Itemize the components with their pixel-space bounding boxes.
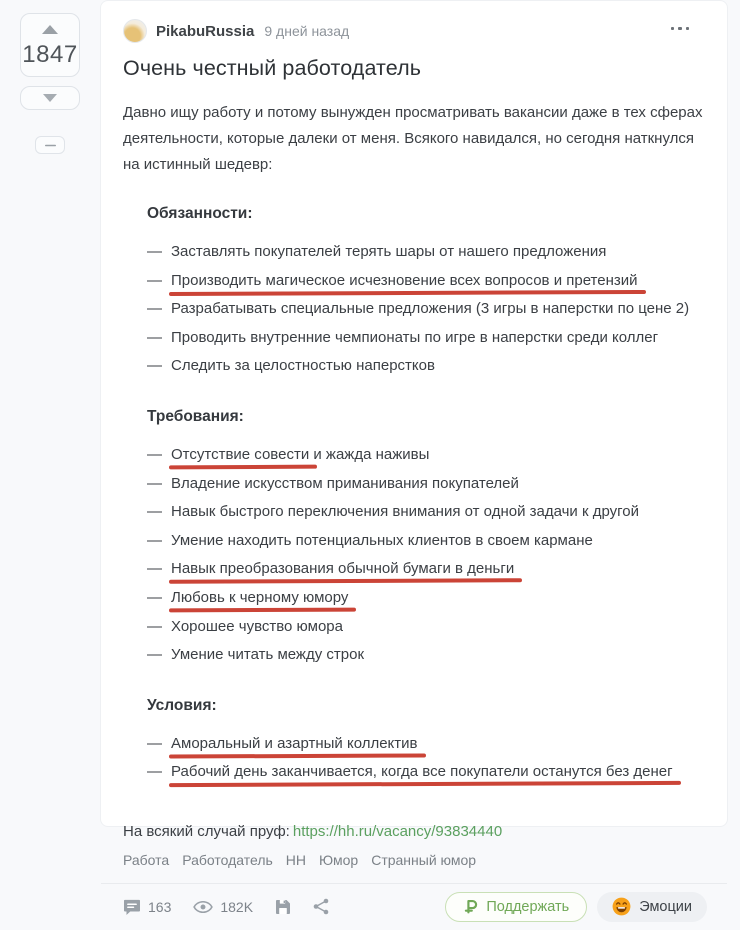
proof-label: На всякий случай пруф: [123, 822, 290, 840]
item-text: Проводить внутренние чемпионаты по игре в наперстки среди коллег [171, 328, 659, 346]
collapse-post-button[interactable] [35, 136, 65, 154]
dash: — [147, 531, 162, 549]
section-heading: Обязанности: [147, 205, 253, 222]
proof-line [123, 823, 707, 840]
dash: — [147, 588, 162, 606]
vote-column [0, 0, 100, 154]
dash: — [147, 271, 162, 289]
list-item [147, 324, 707, 353]
tags-row [123, 852, 707, 868]
author-link[interactable]: PikabuRussia [156, 22, 255, 40]
comment-icon [123, 899, 141, 915]
section-heading: Условия: [147, 696, 217, 714]
dash: — [147, 445, 162, 463]
post-timestamp: 9 дней назад [264, 23, 350, 39]
tag[interactable]: Странный юмор [371, 851, 477, 868]
post-header [123, 19, 707, 43]
ruble-icon [463, 898, 478, 915]
list-item [147, 470, 707, 499]
item-text-underlined: Производить магическое исчезновение всех вопросов и претензий [171, 271, 638, 289]
item-text-underlined: Навык преобразования обычной бумаги в деньги [171, 560, 515, 578]
list-item [147, 758, 707, 787]
item-text: Хорошее чувство юмора [171, 617, 343, 635]
dash: — [147, 357, 162, 375]
item-text: Владение искусством приманивания покупателей [171, 474, 519, 492]
proof-link[interactable]: https://hh.ru/vacancy/93834440 [292, 822, 503, 840]
minus-icon [45, 144, 56, 147]
avatar[interactable] [123, 19, 147, 43]
tag[interactable]: Юмор [319, 851, 359, 868]
emotions-label: Эмоции [639, 898, 692, 915]
list-item [147, 498, 707, 527]
dash: — [147, 560, 162, 578]
list-item [147, 613, 707, 642]
support-label: Поддержать [486, 898, 570, 915]
dash: — [147, 763, 162, 781]
post-sections [123, 205, 707, 787]
list-item [147, 295, 707, 324]
item-text: Умение читать между строк [171, 646, 365, 664]
vote-box [20, 13, 80, 77]
tag[interactable]: Работодатель [182, 851, 273, 868]
save-button[interactable] [275, 899, 291, 915]
list-item [147, 267, 707, 296]
list-item [147, 238, 707, 267]
dash: — [147, 243, 162, 260]
list-item [147, 441, 707, 470]
dash: — [147, 328, 162, 346]
dash: — [147, 646, 162, 664]
section-heading: Требования: [147, 407, 244, 425]
item-text-underlined: Любовь к черному юмору [171, 588, 349, 606]
support-button[interactable] [445, 892, 587, 922]
item-text-underlined: Отсутствие совести [171, 445, 310, 463]
ellipsis-icon [671, 27, 674, 30]
post-title[interactable]: Очень честный работодатель [123, 56, 422, 80]
list-item [147, 555, 707, 584]
item-text-underlined: Аморальный и азартный коллектив [171, 734, 418, 752]
post-intro: Давно ищу работу и потому вынужден просматривать вакансии даже в тех сферах деятельности, которые далеки от меня. Всякого навидался, но сегодня наткнулся на истинный шедевр: [123, 104, 703, 173]
comments-count: 163 [148, 898, 172, 915]
item-text: Навык быстрого переключения внимания от одной задачи к другой [171, 503, 639, 521]
dash: — [147, 503, 162, 521]
comments-button[interactable] [123, 899, 171, 915]
item-text: Заставлять покупателей терять шары от нашего предложения [171, 243, 607, 260]
list-item [147, 730, 707, 759]
views-count: 182K [220, 898, 254, 915]
section-list [147, 238, 707, 381]
dash: — [147, 617, 162, 635]
tag[interactable]: Работа [123, 851, 170, 868]
post-footer [123, 884, 707, 930]
item-text: Умение находить потенциальных клиентов в своем кармане [171, 531, 593, 549]
tag[interactable]: НН [285, 851, 307, 868]
vote-score: 1847 [22, 41, 78, 68]
downvote-button[interactable] [20, 86, 80, 110]
list-item [147, 352, 707, 381]
arrow-down-icon [43, 94, 57, 102]
dash: — [147, 300, 162, 318]
list-item [147, 584, 707, 613]
post-menu-button[interactable] [667, 23, 693, 34]
post-card [100, 0, 728, 915]
share-button[interactable] [313, 898, 329, 915]
views-stat[interactable] [193, 899, 253, 915]
save-icon [275, 899, 291, 915]
item-text: Следить за целостностью наперстков [171, 357, 435, 375]
upvote-button[interactable] [42, 25, 58, 34]
dash: — [147, 474, 162, 492]
share-icon [313, 898, 329, 915]
eye-icon [193, 900, 213, 914]
item-text-underlined: Рабочий день заканчивается, когда все покупатели останутся без денег [171, 763, 673, 781]
section-list [147, 441, 707, 670]
list-item [147, 527, 707, 556]
item-text: и жажда наживы [309, 445, 430, 463]
item-text: Разрабатывать специальные предложения (3 игры в наперстки по цене 2) [171, 300, 690, 318]
dash: — [147, 734, 162, 752]
smiley-icon [612, 897, 631, 916]
section-list [147, 730, 707, 787]
list-item [147, 641, 707, 670]
emotions-button[interactable] [597, 892, 707, 922]
